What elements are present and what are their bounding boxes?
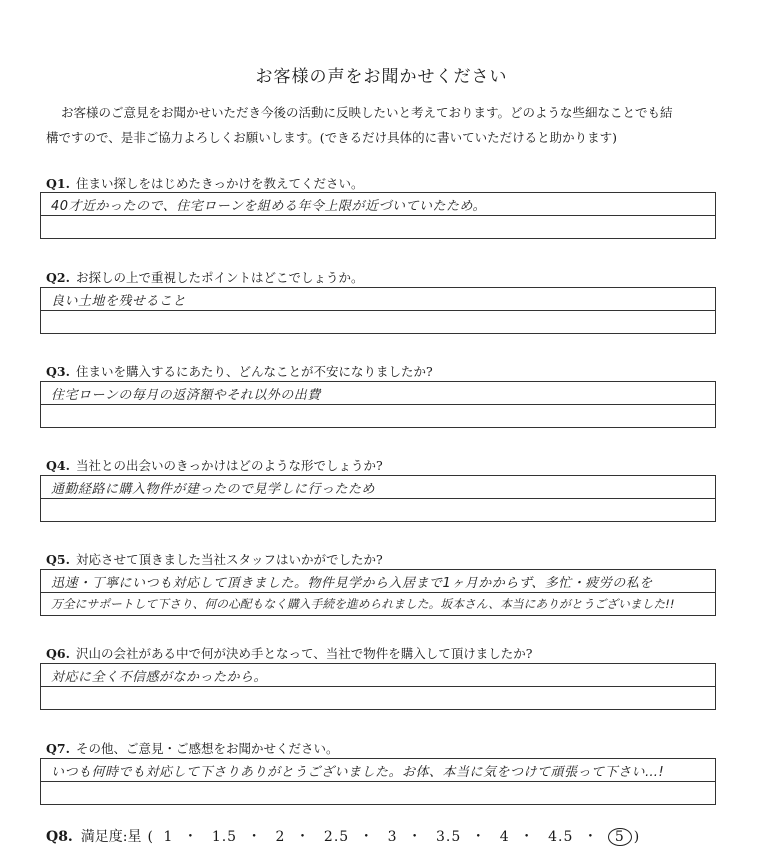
- rating-option-1[interactable]: 1: [163, 829, 174, 845]
- question-7: [46, 739, 338, 757]
- answer-line-2: 万全にサポートして下さり、何の心配もなく購入手続を進められました。坂本さん、本当にありがとうございました!!: [51, 597, 675, 611]
- question-2: [46, 268, 363, 286]
- open-paren: (: [147, 829, 153, 845]
- answer-line-1: いつも何時でも対応して下さりありがとうございました。お体、本当に気をつけて頑張って下さい…!: [51, 765, 665, 780]
- page-title: お客様の声をお聞かせください: [255, 67, 508, 87]
- answer-divider: [41, 686, 715, 687]
- satisfaction-label: 満足度:星: [80, 829, 142, 845]
- rating-option-2[interactable]: 2: [275, 829, 286, 845]
- intro-text: [46, 100, 726, 150]
- answer-box-7[interactable]: [40, 758, 716, 805]
- answer-box-4[interactable]: [40, 475, 716, 522]
- answer-box-5[interactable]: [40, 569, 716, 616]
- question-number: Q8.: [46, 829, 73, 845]
- rating-option-3[interactable]: 3: [387, 829, 398, 845]
- satisfaction-rating: Q8. 満足度:星 ( 1 ・ 1.5 ・ 2 ・ 2.5 ・ 3 ・ 3.5 ・ 4 ・ 4.5 ・ 5 ): [46, 829, 640, 845]
- question-1: [46, 174, 363, 192]
- answer-divider: [41, 215, 715, 216]
- answer-line-1: 対応に全く不信感がなかったから。: [51, 670, 268, 685]
- question-number: Q1.: [46, 176, 70, 191]
- rating-option-4[interactable]: 4: [499, 829, 510, 845]
- question-number: Q4.: [46, 458, 70, 473]
- question-text: 当社との出会いのきっかけはどのような形でしょうか?: [75, 458, 383, 473]
- answer-divider: [41, 404, 715, 405]
- intro-line-1: お客様のご意見をお聞かせいただき今後の活動に反映したいと考えております。どのような些細なことでも結: [61, 105, 673, 120]
- question-text: お探しの上で重視したポイントはどこでしょうか。: [75, 270, 364, 285]
- answer-box-6[interactable]: [40, 663, 716, 710]
- answer-line-1: 住宅ローンの毎月の返済額やそれ以外の出費: [51, 388, 321, 403]
- question-number: Q7.: [46, 741, 70, 756]
- answer-box-3[interactable]: [40, 381, 716, 428]
- answer-box-1[interactable]: [40, 192, 716, 239]
- question-text: 住まい探しをはじめたきっかけを教えてください。: [75, 176, 364, 191]
- intro-line-2: 構ですので、是非ご協力よろしくお願いします。(できるだけ具体的に書いていただけると助かります): [46, 130, 618, 145]
- rating-option-1-5[interactable]: 1.5: [211, 829, 238, 845]
- question-text: 沢山の会社がある中で何が決め手となって、当社で物件を購入して頂けましたか?: [75, 646, 533, 661]
- rating-option-4-5[interactable]: 4.5: [548, 829, 574, 845]
- answer-line-1: 通勤経路に購入物件が建ったので見学しに行ったため: [51, 482, 376, 497]
- question-number: Q5.: [46, 552, 70, 567]
- question-text: 住まいを購入するにあたり、どんなことが不安になりましたか?: [75, 364, 433, 379]
- answer-divider: [41, 310, 715, 311]
- close-paren: ): [633, 829, 640, 845]
- question-number: Q2.: [46, 270, 70, 285]
- question-text: その他、ご意見・ご感想をお聞かせください。: [75, 741, 339, 756]
- answer-box-2[interactable]: [40, 287, 716, 334]
- rating-option-5-selected[interactable]: 5: [608, 828, 632, 846]
- question-number: Q6.: [46, 646, 70, 661]
- question-6: [46, 644, 532, 662]
- question-3: [46, 362, 433, 380]
- answer-divider: [41, 781, 715, 782]
- question-4: [46, 456, 383, 474]
- question-text: 対応させて頂きました当社スタッフはいかがでしたか?: [75, 552, 383, 567]
- answer-line-1: 迅速・丁寧にいつも対応して頂きました。物件見学から入居まで1ヶ月かからず、多忙・疲労の私を: [51, 576, 653, 591]
- answer-divider: [41, 592, 715, 593]
- question-number: Q3.: [46, 364, 70, 379]
- answer-line-1: 40才近かったので、住宅ローンを組める年令上限が近づいていたため。: [51, 199, 487, 214]
- answer-divider: [41, 498, 715, 499]
- rating-option-2-5[interactable]: 2.5: [323, 829, 350, 845]
- question-5: [46, 550, 383, 568]
- rating-option-3-5[interactable]: 3.5: [436, 829, 462, 845]
- answer-line-1: 良い土地を残せること: [51, 294, 187, 309]
